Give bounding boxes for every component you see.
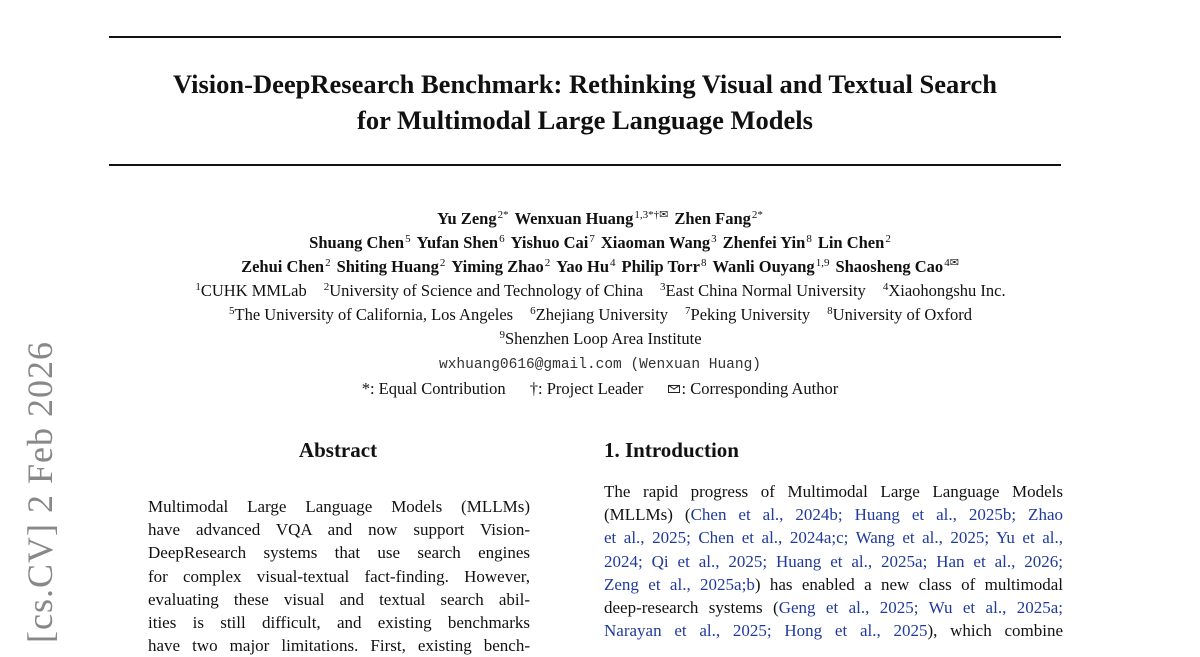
affiliation-name: Xiaohongshu Inc. <box>888 281 1006 300</box>
author-affiliation-mark: 8 <box>700 257 707 269</box>
citation-link[interactable]: Geng et al., 2025; Wu et al., 2025a; <box>778 598 1064 618</box>
abstract-line: for complex visual-textual fact-finding. However, <box>148 566 530 586</box>
intro-line: deep-research systems (Geng et al., 2025; Wu et al., 2025a; <box>604 598 1064 618</box>
intro-line: Zeng et al., 2025a;b) has enabled a new class of multimodal <box>604 574 1063 594</box>
author-line <box>60 207 1140 231</box>
author-affiliation-mark: 6 <box>499 233 505 245</box>
affiliation-number: 4 <box>882 281 889 293</box>
abstract-line: have advanced VQA and now support Vision- <box>148 520 530 540</box>
citation-link[interactable]: Zeng et al., 2025a;b <box>604 574 755 594</box>
abstract-line: have two major limitations. First, existing bench- <box>148 636 530 656</box>
affiliation-number: 7 <box>685 305 691 317</box>
author-name-text: Shuang Chen <box>309 233 405 252</box>
title-rule-bottom <box>109 164 1061 166</box>
affiliation-name: University of Science and Technology of China <box>329 281 644 300</box>
author-name-text: Shaosheng Cao <box>835 257 944 276</box>
affiliation-line <box>60 303 1140 327</box>
author-list <box>60 207 1140 279</box>
author-affiliation-mark: 1,9 <box>815 257 830 269</box>
author-name <box>241 257 330 276</box>
author-name <box>622 257 707 276</box>
affiliation-number: 8 <box>827 305 833 317</box>
author-affiliation-mark: 1,3*†✉ <box>634 209 669 221</box>
author-name <box>437 209 508 228</box>
affiliation-name: The University of California, Los Angeles <box>234 305 514 324</box>
author-name <box>818 233 891 252</box>
affiliation-number: 9 <box>499 329 505 341</box>
author-name-text: Yao Hu <box>556 257 610 276</box>
author-name <box>674 209 763 228</box>
affiliation <box>882 281 1006 300</box>
title-rule-top <box>109 36 1061 38</box>
author-affiliation-mark: 5 <box>405 233 411 245</box>
author-affiliation-mark: 2 <box>885 233 891 245</box>
affiliation-number: 1 <box>195 281 201 293</box>
affiliation-name: Peking University <box>690 305 811 324</box>
author-name-text: Xiaoman Wang <box>600 233 711 252</box>
author-name <box>417 233 505 252</box>
author-name-text: Lin Chen <box>817 233 885 252</box>
project-leader-note: †: Project Leader <box>529 379 644 398</box>
author-line <box>60 255 1140 279</box>
affiliation <box>659 281 866 300</box>
abstract-body <box>148 495 530 657</box>
author-affiliation-mark: 2* <box>751 209 763 221</box>
author-name <box>511 233 595 252</box>
affiliation <box>826 305 972 324</box>
author-name-text: Shiting Huang <box>336 257 439 276</box>
title-line-1: Vision-DeepResearch Benchmark: Rethinking Visual and Textual Search <box>172 69 998 99</box>
affiliation-line <box>60 279 1140 303</box>
author-affiliation-mark: 2 <box>439 257 446 269</box>
author-name <box>835 257 958 276</box>
affiliation-name: Shenzhen Loop Area Institute <box>504 329 702 348</box>
corresponding-author-note: : Corresponding Author <box>681 379 839 398</box>
author-name-text: Yishuo Cai <box>510 233 589 252</box>
author-name-text: Zhenfei Yin <box>722 233 806 252</box>
introduction-heading: 1. Introduction <box>604 438 739 462</box>
affiliation-number: 2 <box>323 281 330 293</box>
author-name <box>451 257 550 276</box>
author-name <box>337 257 446 276</box>
affiliation-line <box>60 327 1140 351</box>
envelope-icon <box>668 385 680 393</box>
author-name <box>712 257 829 276</box>
author-name-text: Yu Zeng <box>437 209 497 228</box>
abstract-line: Multimodal Large Language Models (MLLMs) <box>148 497 530 516</box>
affiliation-name: University of Oxford <box>832 305 972 324</box>
affiliation-number: 3 <box>660 281 666 293</box>
introduction-body <box>604 480 1063 642</box>
affiliation <box>529 305 668 324</box>
affiliation <box>228 305 513 324</box>
affiliation-number: 6 <box>530 305 536 317</box>
author-name <box>556 257 615 276</box>
affiliation <box>194 281 306 300</box>
citation-link[interactable]: Chen et al., 2024b; Huang et al., 2025b; Zhao <box>690 505 1063 525</box>
author-name-text: Wenxuan Huang <box>514 209 634 228</box>
paper-title <box>109 66 1061 138</box>
equal-contribution-note: *: Equal Contribution <box>361 379 506 398</box>
author-name-text: Zehui Chen <box>241 257 325 276</box>
affiliation-name: East China Normal University <box>665 281 866 300</box>
contribution-marks <box>60 377 1140 401</box>
intro-line: Narayan et al., 2025; Hong et al., 2025), which combine <box>604 621 1063 641</box>
author-name <box>309 233 410 252</box>
intro-line <box>604 550 1063 573</box>
author-affiliation-mark: 2 <box>325 257 331 269</box>
affiliation <box>498 329 701 348</box>
contact-email[interactable]: wxhuang0616@gmail.com (Wenxuan Huang) <box>439 357 761 373</box>
author-affiliation-mark: 3 <box>711 233 717 245</box>
author-name-text: Yufan Shen <box>416 233 499 252</box>
author-affiliation-mark: 4✉ <box>944 257 959 269</box>
affiliation-number: 5 <box>229 305 235 317</box>
citation-link[interactable]: 2024; Qi et al., 2025; Huang et al., 2025a; Han et al., 2026; <box>604 551 1063 571</box>
author-affiliation-mark: 2* <box>497 209 509 221</box>
author-name-text: Zhen Fang <box>674 209 751 228</box>
abstract-line: DeepResearch systems that use search engines <box>148 543 530 563</box>
title-line-2: for Multimodal Large Language Models <box>357 105 813 135</box>
abstract-line: evaluating these visual and textual search abil- <box>148 589 530 609</box>
intro-line <box>604 526 1063 549</box>
intro-line: (MLLMs) (Chen et al., 2024b; Huang et al., 2025b; Zhao <box>604 505 1063 525</box>
author-block <box>60 207 1140 401</box>
author-name <box>601 233 717 252</box>
author-name <box>723 233 812 252</box>
abstract-heading: Abstract <box>298 438 378 462</box>
author-affiliation-mark: 8 <box>806 233 812 245</box>
citation-link[interactable]: et al., 2025; Chen et al., 2024a;c; Wang et al., 2025; Yu et al., <box>604 528 1063 548</box>
intro-line: The rapid progress of Multimodal Large Language Models <box>604 482 1063 501</box>
author-name-text: Philip Torr <box>621 257 700 276</box>
author-line <box>60 231 1140 255</box>
author-affiliation-mark: 4 <box>610 257 616 269</box>
author-name <box>515 209 669 228</box>
abstract-line: ities is still difficult, and existing benchmarks <box>148 613 530 633</box>
affiliation-name: CUHK MMLab <box>200 281 307 300</box>
affiliation-name: Zhejiang University <box>535 305 669 324</box>
author-name-text: Yiming Zhao <box>451 257 544 276</box>
author-name-text: Wanli Ouyang <box>712 257 815 276</box>
citation-link[interactable]: Narayan et al., 2025; Hong et al., 2025 <box>604 621 928 641</box>
author-affiliation-mark: 2 <box>544 257 551 269</box>
author-affiliation-mark: 7 <box>589 233 595 245</box>
arxiv-stamp: [cs.CV] 2 Feb 2026 <box>20 341 60 643</box>
affiliation-list <box>60 279 1140 351</box>
affiliation <box>684 305 810 324</box>
affiliation <box>323 281 643 300</box>
